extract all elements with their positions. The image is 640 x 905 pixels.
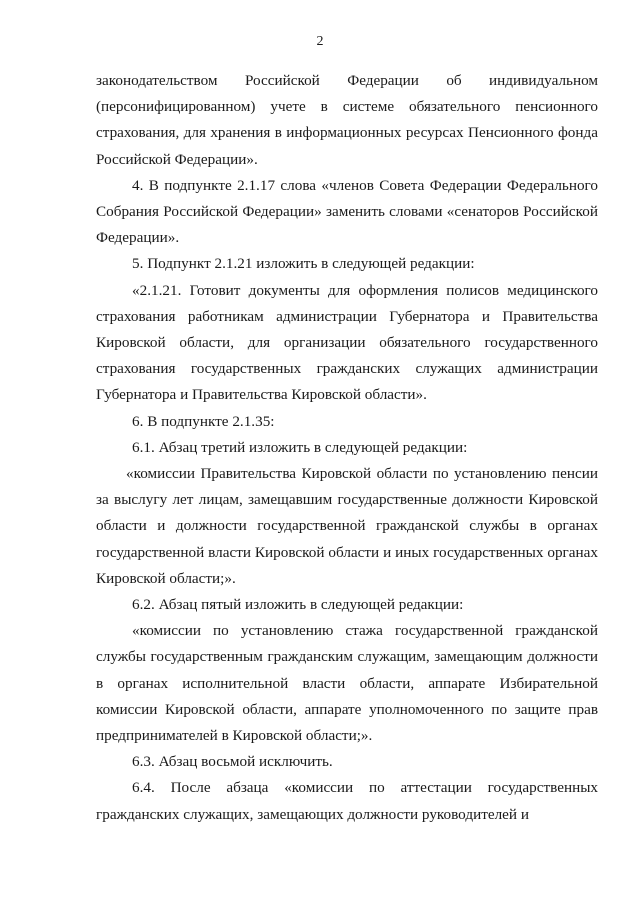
paragraph-item-6-3: 6.3. Абзац восьмой исключить. [132,753,333,771]
paragraph-item-6: 6. В подпункте 2.1.35: [132,412,275,430]
paragraph-item-6-2: 6.2. Абзац пятый изложить в следующей редакции: [132,596,464,614]
paragraph-item-6-4: 6.4. После абзаца «комиссии по аттестации государственных гражданских служащих, замещающих должности руководителей и [96,779,598,823]
paragraph-quote-6-2: «комиссии по установлению стажа государственной гражданской службы государственным гражданским служащим, замещающим должности в органах исполнительной власти области, аппарате Избирательной комиссии Кировской области, аппарате уполномоченного по защите прав предпринимателей в Кировской области;». [96,622,598,745]
document-body [96,68,598,828]
page-number: 2 [316,34,324,49]
paragraph-item-5: 5. Подпункт 2.1.21 изложить в следующей редакции: [132,255,475,273]
paragraph-item-4: 4. В подпункте 2.1.17 слова «членов Совета Федерации Федерального Собрания Российской Федерации» заменить словами «сенаторов Российской Федерации». [96,176,598,247]
paragraph-continuation: законодательством Российской Федерации об индивидуальном (персонифицированном) учете в системе обязательного пенсионного страхования, для хранения в информационных ресурсах Пенсионного фонда Российской Федерации». [96,72,598,168]
paragraph-quote-6-1: «комиссии Правительства Кировской области по установлению пенсии за выслугу лет лицам, замещавшим государственные должности Кировской области и должности государственной гражданской службы в органах государственной власти Кировской области и иных государственных органах Кировской области;». [96,465,598,587]
paragraph-item-6-1: 6.1. Абзац третий изложить в следующей редакции: [132,438,468,456]
paragraph-quote-2-1-21: «2.1.21. Готовит документы для оформления полисов медицинского страхования работникам администрации Губернатора и Правительства Кировской области, для организации обязательного государственного страхования государственных гражданских служащих администрации Губернатора и Правительства Кировской области». [96,281,598,404]
